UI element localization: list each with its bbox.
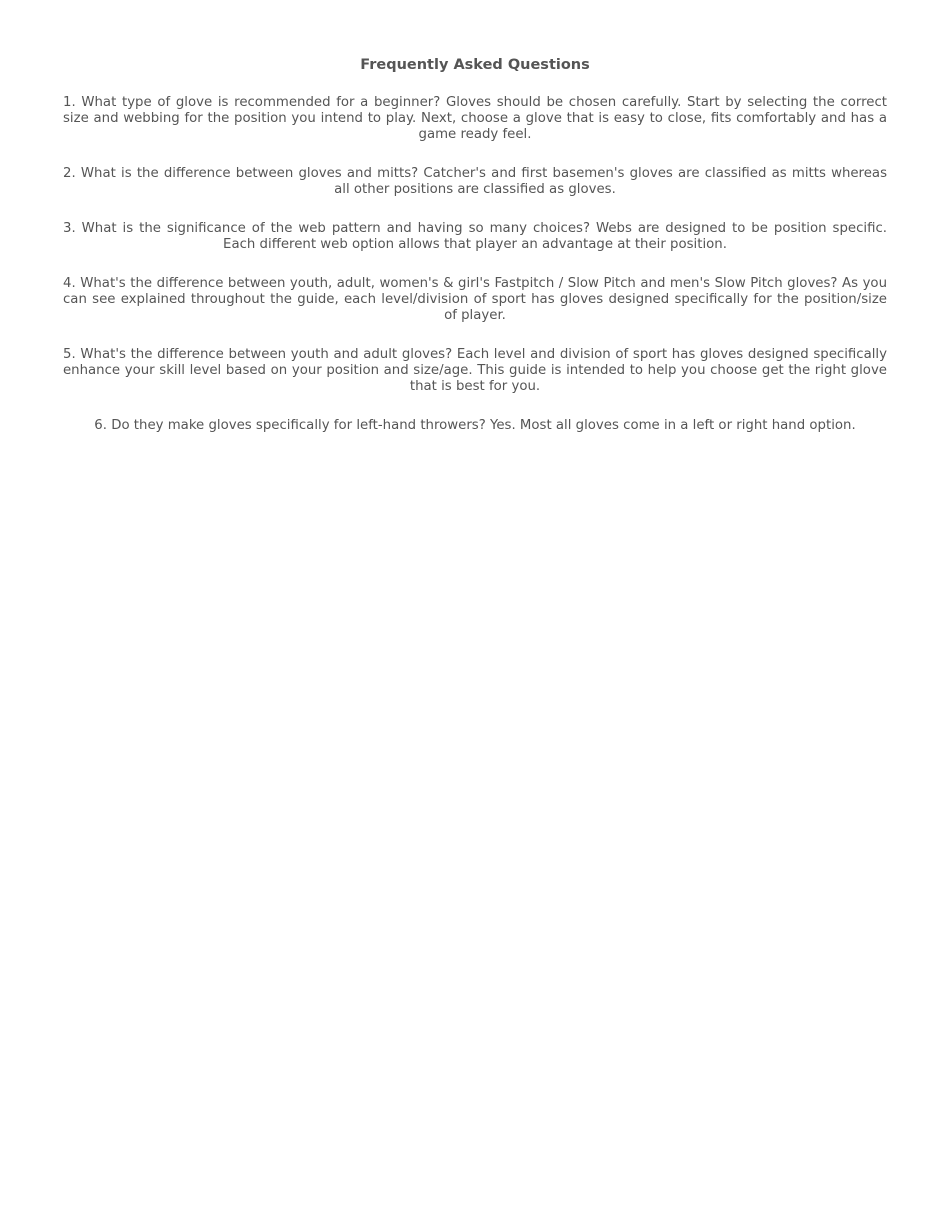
faq-list: [63, 95, 887, 434]
faq-item-3: 3. What is the significance of the web pattern and having so many choices? Webs are designed to be position specific. Each different web option allows that player an advantage at their position.: [63, 221, 887, 252]
faq-item-2: 2. What is the difference between gloves and mitts? Catcher's and first basemen's gloves are classified as mitts whereas all other positions are classified as gloves.: [63, 166, 887, 197]
faq-item-1: 1. What type of glove is recommended for a beginner? Gloves should be chosen carefully. Start by selecting the correct size and webbing for the position you intend to play. Next, choose a glove that is easy to close, fits comfortably and has a game ready feel.: [63, 95, 887, 142]
faq-item-4: 4. What's the difference between youth, adult, women's & girl's Fastpitch / Slow Pitch and men's Slow Pitch gloves? As you can see explained throughout the guide, each level/division of sport has gloves designed specifically for the position/size of player.: [63, 276, 887, 323]
faq-item-5: 5. What's the difference between youth and adult gloves? Each level and division of sport has gloves designed specifically enhance your skill level based on your position and size/age. This guide is intended to help you choose get the right glove that is best for you.: [63, 347, 887, 394]
faq-item-6: 6. Do they make gloves specifically for left-hand throwers? Yes. Most all gloves come in a left or right hand option.: [94, 418, 856, 433]
page-title: Frequently Asked Questions: [360, 57, 590, 73]
